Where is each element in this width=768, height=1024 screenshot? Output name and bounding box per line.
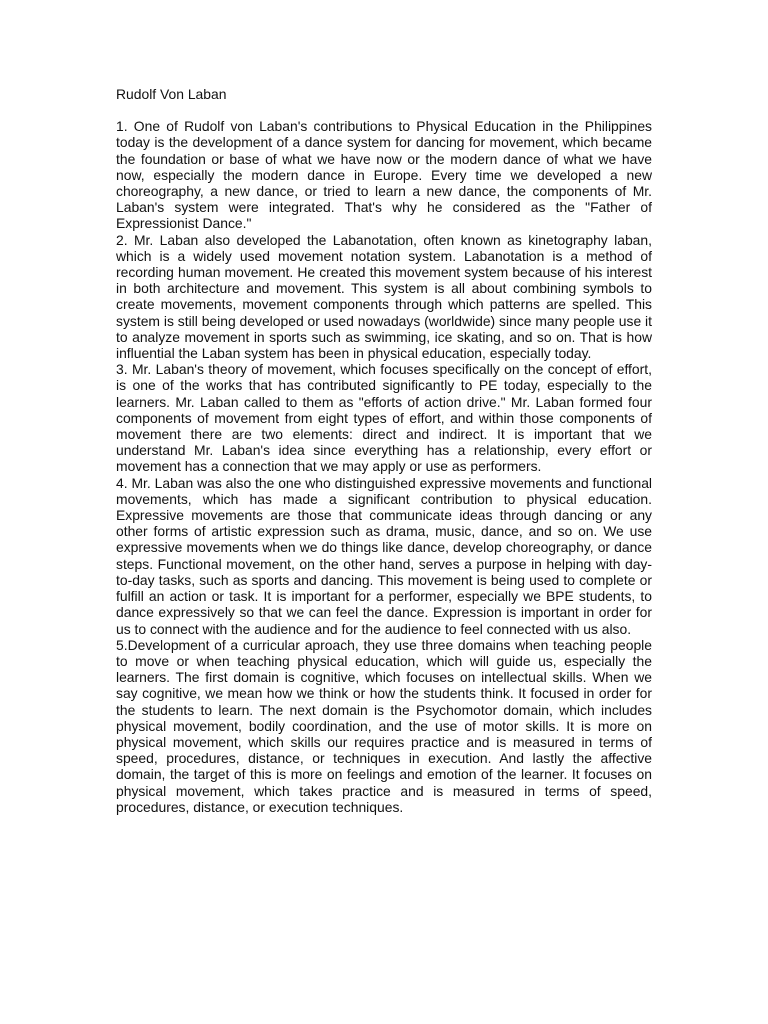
paragraph-5: 5.Development of a curricular aproach, they use three domains when teaching people to move or when teaching physical education, which will guide us, especially the learners. The first domain is cognitive, which focuses on intellectual skills. When we say cognitive, we mean how we think or how the students think. It focused in order for the students to learn. The next domain is the Psychomotor domain, which includes physical movement, bodily coordination, and the use of motor skills. It is more on physical movement, which skills our requires practice and is measured in terms of speed, procedures, distance, or techniques in execution. And lastly the affective domain, the target of this is more on feelings and emotion of the learner. It focuses on physical movement, which takes practice and is measured in terms of speed, procedures, distance, or execution techniques. xyxy=(116,636,652,815)
document-page xyxy=(116,86,652,815)
paragraph-3: 3. Mr. Laban's theory of movement, which focuses specifically on the concept of effort, is one of the works that has contributed significantly to PE today, especially to the learners. Mr. Laban called to them as "efforts of action drive." Mr. Laban formed four components of movement from eight types of effort, and within those components of movement there are two elements: direct and indirect. It is important that we understand Mr. Laban's idea since everything has a relationship, every effort or movement has a connection that we may apply or use as performers. xyxy=(116,361,652,475)
paragraph-4: 4. Mr. Laban was also the one who distinguished expressive movements and functional movements, which has made a significant contribution to physical education. Expressive movements are those that communicate ideas through dancing or any other forms of artistic expression such as drama, music, dance, and so on. We use expressive movements when we do things like dance, develop choreography, or dance steps. Functional movement, on the other hand, serves a purpose in helping with day-to-day tasks, such as sports and dancing. This movement is being used to complete or fulfill an action or task. It is important for a performer, especially we BPE students, to dance expressively so that we can feel the dance. Expression is important in order for us to connect with the audience and for the audience to feel connected with us also. xyxy=(116,474,652,637)
paragraph-1: 1. One of Rudolf von Laban's contributions to Physical Education in the Philippines today is the development of a dance system for dancing for movement, which became the foundation or base of what we have now or the modern dance of what we have now, especially the modern dance in Europe. Every time we developed a new choreography, a new dance, or tried to learn a new dance, the components of Mr. Laban's system were integrated. That's why he considered as the "Father of Expressionist Dance." xyxy=(116,118,652,232)
paragraph-2: 2. Mr. Laban also developed the Labanotation, often known as kinetography laban, which is a widely used movement notation system. Labanotation is a method of recording human movement. He created this movement system because of his interest in both architecture and movement. This system is all about combining symbols to create movements, movement components through which patterns are spelled. This system is still being developed or used nowadays (worldwide) since many people use it to analyze movement in sports such as swimming, ice skating, and so on. That is how influential the Laban system has been in physical education, especially today. xyxy=(116,231,652,362)
document-title: Rudolf Von Laban xyxy=(116,86,227,102)
